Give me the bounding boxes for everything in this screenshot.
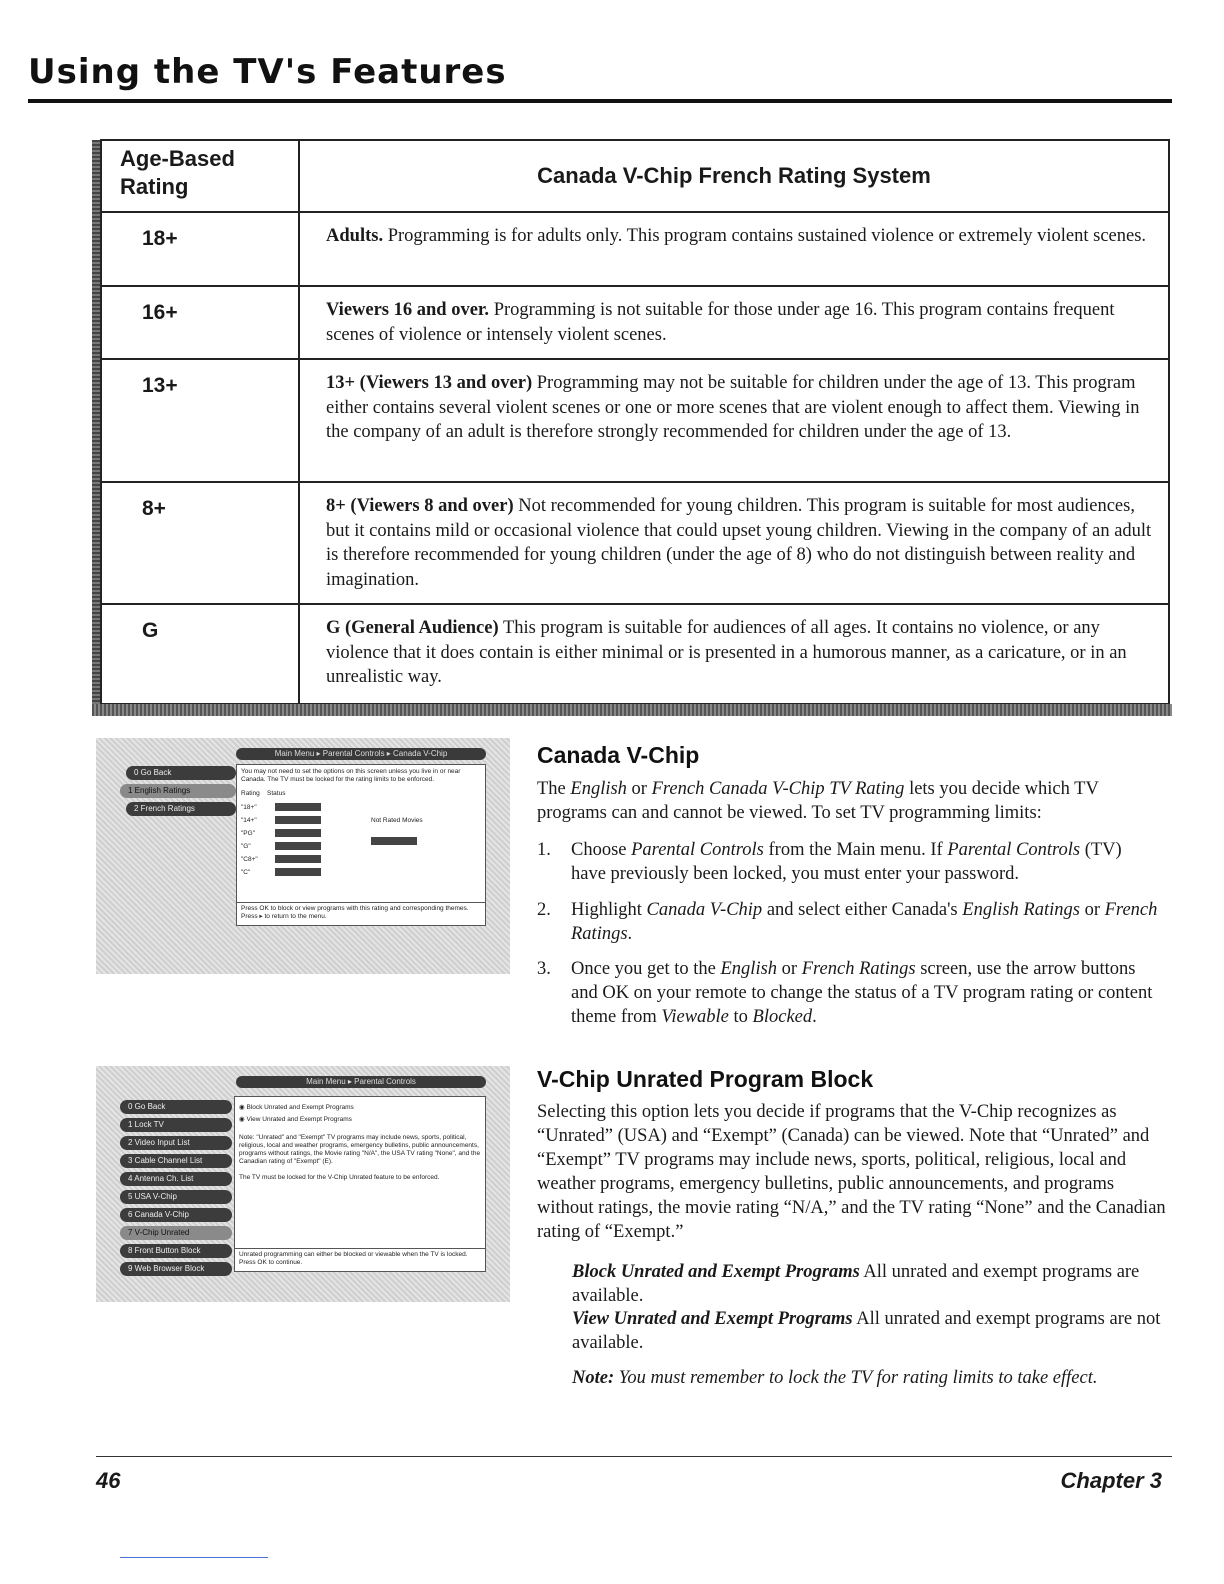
rating-label: 13+ (Viewers 13 and over) — [326, 373, 533, 393]
rating-label: Adults. — [326, 226, 384, 246]
step-part: (TV) have previously been locked, you must enter your password. — [571, 840, 1122, 884]
status-chip[interactable] — [275, 829, 321, 837]
canada-vchip-heading: Canada V-Chip — [537, 742, 700, 768]
title-rule — [28, 99, 1172, 103]
rating-table — [100, 139, 1170, 705]
option-view[interactable]: View Unrated and Exempt Programs — [246, 1116, 352, 1123]
footer-rule — [96, 1456, 1172, 1457]
table-row — [101, 286, 1169, 359]
page-number: 46 — [96, 1468, 121, 1493]
intro-emphasis: English — [570, 779, 627, 799]
rating-text: This program is suitable for audiences of all ages. It contains no violence, or any violence that it does contain is either minimal or is presented in a humorous manner, as a caricature, or in an unrealistic way. — [326, 618, 1127, 687]
screen-breadcrumb: Main Menu ▸ Parental Controls — [236, 1076, 486, 1088]
step-emphasis: English — [720, 959, 778, 979]
status-chip[interactable] — [275, 868, 321, 876]
intro-emphasis: French Canada V-Chip TV Rating — [651, 779, 905, 799]
step-part: Choose — [571, 840, 632, 860]
unrated-body: Selecting this option lets you decide if programs that the V-Chip recognizes as “Unrated” (USA) and “Exempt” (Canada) can be viewed. Note that “Unrated” and “Exempt” TV programs may include news, sports, political, religious, local and weather programs, emergency bulletins, public announcements, and programs without ratings, the movie rating “N/A,” and the TV rating “None” and the Canadian rating of “Exempt.” — [537, 1102, 1166, 1242]
rating-label: Viewers 16 and over. — [326, 300, 490, 320]
intro-text: or — [626, 779, 652, 799]
step-part: from the Main menu. If — [763, 840, 948, 860]
table-row — [101, 604, 1169, 704]
menu-item[interactable]: 9 Web Browser Block — [120, 1262, 232, 1276]
view-label: View Unrated and Exempt Programs — [572, 1309, 853, 1329]
menu-item-selected[interactable]: 7 V-Chip Unrated — [120, 1226, 232, 1240]
rating-age: 13+ — [101, 359, 299, 482]
canada-vchip-screen — [96, 738, 510, 974]
step-text — [571, 957, 1161, 1029]
step-part: or — [777, 959, 802, 979]
table-head-system: Canada V-Chip French Rating System — [299, 140, 1169, 212]
menu-item-english-ratings[interactable]: 1 English Ratings — [120, 784, 236, 798]
menu-item[interactable]: 1 Lock TV — [120, 1118, 232, 1132]
step-number: 3. — [537, 959, 551, 979]
step-part: to — [728, 1007, 753, 1027]
step-emphasis: Canada V-Chip — [646, 900, 763, 920]
view-text: All unrated and exempt programs are not available. — [572, 1309, 1161, 1353]
table-shadow-left — [92, 140, 100, 710]
step-part: screen, use the arrow buttons and OK on your remote to change the status of a TV program rating or content theme from — [571, 959, 1153, 1027]
rating-label: 8+ (Viewers 8 and over) — [326, 496, 514, 516]
step-part: Highlight — [571, 900, 647, 920]
rating-desc — [299, 286, 1169, 359]
menu-item[interactable]: 6 Canada V-Chip — [120, 1208, 232, 1222]
step-emphasis: French Ratings — [571, 900, 1158, 944]
step-emphasis: Viewable — [661, 1007, 729, 1027]
rating-text: Programming may not be suitable for children under the age of 13. This program either contains several violent scenes or one or more scenes that are violent enough to affect them. Viewing in the company of an adult is therefore strongly recommended for children under the age of 13. — [326, 373, 1140, 442]
step-number: 2. — [537, 900, 551, 920]
menu-item[interactable]: 5 USA V-Chip — [120, 1190, 232, 1204]
canada-intro — [537, 777, 1167, 825]
block-label: Block Unrated and Exempt Programs — [572, 1262, 860, 1282]
rating-desc — [299, 359, 1169, 482]
screen-notice: You may not need to set the options on this screen unless you live in or near Canada. The TV must be locked for the rating limits to be enforced. — [241, 768, 461, 783]
col-rating: Rating — [241, 790, 260, 797]
screen-breadcrumb: Main Menu ▸ Parental Controls ▸ Canada V-Chip — [236, 748, 486, 760]
menu-item[interactable]: 2 Video Input List — [120, 1136, 232, 1150]
step-number: 1. — [537, 840, 551, 860]
rating-label: G (General Audience) — [326, 618, 499, 638]
screen-panel — [236, 764, 486, 926]
table-row — [101, 482, 1169, 604]
menu-item-french-ratings[interactable]: 2 French Ratings — [126, 802, 236, 816]
step-part: . — [627, 924, 633, 944]
block-text: All unrated and exempt programs are available. — [572, 1262, 1140, 1306]
menu-item[interactable]: 4 Antenna Ch. List — [120, 1172, 232, 1186]
unrated-view — [572, 1307, 1162, 1355]
rating-desc — [299, 482, 1169, 604]
chapter-label: Chapter 3 — [1060, 1468, 1162, 1493]
table-row — [101, 359, 1169, 482]
intro-text: lets you decide which TV programs can and cannot be viewed. To set TV programming limits: — [537, 779, 1099, 823]
step-emphasis: Blocked — [752, 1007, 813, 1027]
page-title: Using the TV's Features — [28, 52, 507, 92]
step-part: and select either Canada's — [762, 900, 963, 920]
rating-item: "C" — [241, 869, 251, 876]
rating-item: "G" — [241, 843, 251, 850]
rating-age: G — [101, 604, 299, 704]
rating-desc — [299, 604, 1169, 704]
step-text — [571, 898, 1161, 946]
radio-icon[interactable]: ◉ — [239, 1104, 245, 1111]
status-chip[interactable] — [275, 803, 321, 811]
radio-icon[interactable]: ◉ — [239, 1116, 245, 1123]
table-row — [101, 212, 1169, 286]
unrated-note — [572, 1366, 1162, 1390]
step-part: or — [1079, 900, 1105, 920]
rating-text: Programming is for adults only. This program contains sustained violence or extremely violent scenes. — [383, 226, 1147, 246]
step-part: Once you get to the — [571, 959, 721, 979]
rating-age: 16+ — [101, 286, 299, 359]
table-head-age: Age-Based Rating — [101, 140, 299, 212]
rating-item: "PG" — [241, 830, 256, 837]
step-emphasis: Parental Controls — [631, 840, 764, 860]
menu-item[interactable]: 8 Front Button Block — [120, 1244, 232, 1258]
unrated-heading: V-Chip Unrated Program Block — [537, 1066, 874, 1092]
rating-desc — [299, 212, 1169, 286]
intro-text: The — [537, 779, 571, 799]
screen-note: Note: "Unrated" and "Exempt" TV programs may include news, sports, political, religious, local and weather programs, emergency bulletins, public announcements, programs without ratings, the Movie rating "N/A", the USA TV rating "None", and the Canadian rating of "Exempt" (E). — [239, 1134, 481, 1165]
menu-item-go-back[interactable]: 0 Go Back — [126, 766, 236, 780]
step-part: . — [812, 1007, 817, 1027]
option-block[interactable]: Block Unrated and Exempt Programs — [246, 1104, 354, 1111]
rating-age: 8+ — [101, 482, 299, 604]
col-status: Status — [267, 790, 286, 797]
screen-footer: Unrated programming can either be blocked or viewable when the TV is locked. Press OK to continue. — [235, 1248, 485, 1271]
step-emphasis: English Ratings — [962, 900, 1080, 920]
note-label: Note: — [572, 1368, 615, 1388]
not-rated-label: Not Rated Movies — [371, 817, 423, 824]
table-shadow-bottom — [92, 704, 1172, 716]
rating-text: Not recommended for young children. This program is suitable for most audiences, but it contains mild or occasional violence that could upset young children. Viewing in the company of an adult is therefore recommended for young children (under the age of 8) who do not distinguish between reality and imagination. — [326, 496, 1152, 590]
unrated-block — [572, 1260, 1162, 1308]
not-rated-chip[interactable] — [371, 837, 417, 845]
status-chip[interactable] — [275, 816, 321, 824]
screen-footer: Press OK to block or view programs with this rating and corresponding themes. Press ▸ to return to the menu. — [237, 902, 485, 925]
screen-lock-note: The TV must be locked for the V-Chip Unrated feature to be enforced. — [239, 1174, 440, 1181]
status-chip[interactable] — [275, 842, 321, 850]
note-text: You must remember to lock the TV for rating limits to take effect. — [614, 1368, 1098, 1388]
menu-item[interactable]: 3 Cable Channel List — [120, 1154, 232, 1168]
vchip-unrated-screen — [96, 1066, 510, 1302]
step-emphasis: French Ratings — [801, 959, 916, 979]
rating-item: "18+" — [241, 804, 257, 811]
screen-panel — [234, 1096, 486, 1272]
rating-age: 18+ — [101, 212, 299, 286]
rating-text: Programming is not suitable for those under age 16. This program contains frequent scenes of violence or intensely violent scenes. — [326, 300, 1115, 345]
step-text — [571, 838, 1161, 886]
rating-item: "14+" — [241, 817, 257, 824]
blue-rule — [120, 1557, 268, 1558]
rating-item: "C8+" — [241, 856, 258, 863]
menu-item[interactable]: 0 Go Back — [120, 1100, 232, 1114]
step-emphasis: Parental Controls — [947, 840, 1081, 860]
status-chip[interactable] — [275, 855, 321, 863]
